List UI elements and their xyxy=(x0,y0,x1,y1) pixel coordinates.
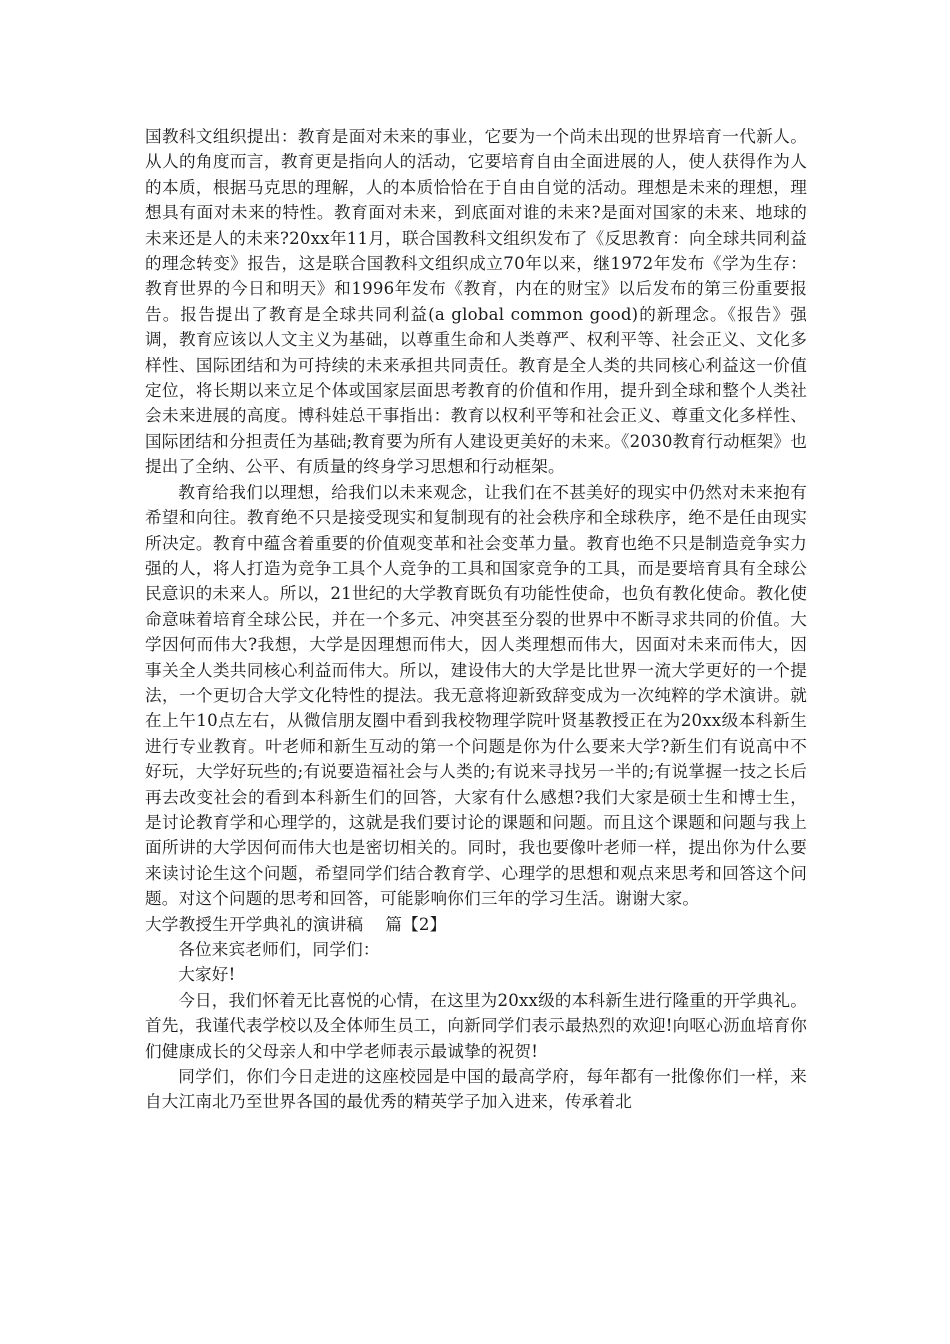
section-title: 大学教授生开学典礼的演讲稿 xyxy=(145,914,364,934)
body-paragraph-1: 国教科文组织提出：教育是面对未来的事业，它要为一个尚未出现的世界培育一代新人。从人的角度而言，教育更是指向人的活动，它要培育自由全面进展的人，使人获得作为人的本质，根据马克思的理解，人的本质恰恰在于自由自觉的活动。理想是未来的理想，理想具有面对未来的特性。教育面对未来，到底面对谁的未来?是面对国家的未来、地球的未来还是人的未来?20xx年11月，联合国教科文组织发布了《反思教育：向全球共同利益的理念转变》报告，这是联合国教科文组织成立70年以来，继1972年发布《学为生存：教育世界的今日和明天》和1996年发布《教育，内在的财宝》以后发布的第三份重要报告。报告提出了教育是全球共同利益(a global common good)的新理念。《报告》强调，教育应该以人文主义为基础，以尊重生命和人类尊严、权利平等、社会正义、文化多样性、国际团结和为可持续的未来承担共同责任。教育是全人类的共同核心利益这一价值定位，将长期以来立足个体或国家层面思考教育的价值和作用，提升到全球和整个人类社会未来进展的高度。博科娃总干事指出：教育以权利平等和社会正义、尊重文化多样性、国际团结和分担责任为基础;教育要为所有人建设更美好的未来。《2030教育行动框架》也提出了全纳、公平、有质量的终身学习思想和行动框架。 xyxy=(145,127,807,477)
body-paragraph-3: 今日，我们怀着无比喜悦的心情，在这里为20xx级的本科新生进行隆重的开学典礼。首先，我谨代表学校以及全体师生员工，向新同学们表示最热烈的欢迎!向呕心沥血培育你们健康成长的父母亲人和中学老师表示最诚挚的祝贺! xyxy=(145,990,807,1061)
section-heading xyxy=(145,912,807,937)
salutation: 各位来宾老师们，同学们： xyxy=(178,940,380,959)
greeting: 大家好! xyxy=(178,965,236,985)
document-page xyxy=(145,124,807,1115)
body-paragraph-2: 教育给我们以理想，给我们以未来观念，让我们在不甚美好的现实中仍然对未来抱有希望和向往。教育绝不只是接受现实和复制现有的社会秩序和全球秩序，绝不是任由现实所决定。教育中蕴含着重要的价值观变革和社会变革力量。教育也绝不只是制造竞争实力强的人，将人打造为竞争工具个人竞争的工具和国家竞争的工具，而是要培育具有全球公民意识的未来人。所以，21世纪的大学教育既负有功能性使命，也负有教化使命。教化使命意味着培育全球公民，并在一个多元、冲突甚至分裂的世界中不断寻求共同的价值。大学因何而伟大?我想，大学是因理想而伟大，因人类理想而伟大，因面对未来而伟大，因事关全人类共同核心利益而伟大。所以，建设伟大的大学是比世界一流大学更好的一个提法，一个更切合大学文化特性的提法。我无意将迎新致辞变成为一次纯粹的学术演讲。就在上午10点左右，从微信朋友圈中看到我校物理学院叶贤基教授正在为20xx级本科新生进行专业教育。叶老师和新生互动的第一个问题是你为什么要来大学?新生们有说高中不好玩，大学好玩些的;有说要造福社会与人类的;有说来寻找另一半的;有说掌握一技之长后再去改变社会的看到本科新生们的回答，大家有什么感想?我们大家是硕士生和博士生，是讨论教育学和心理学的，这就是我们要讨论的课题和问题。而且这个课题和问题与我上面所讲的大学因何而伟大也是密切相关的。同时，我也要像叶老师一样，提出你为什么要来读讨论生这个问题，希望同学们结合教育学、心理学的思想和观点来思考和回答这个问题。对这个问题的思考和回答，可能影响你们三年的学习生活。谢谢大家。 xyxy=(145,482,807,909)
body-paragraph-4: 同学们，你们今日走进的这座校园是中国的最高学府，每年都有一批像你们一样，来自大江南北乃至世界各国的最优秀的精英学子加入进来，传承着北 xyxy=(145,1067,807,1112)
section-number: 篇【2】 xyxy=(385,914,447,934)
